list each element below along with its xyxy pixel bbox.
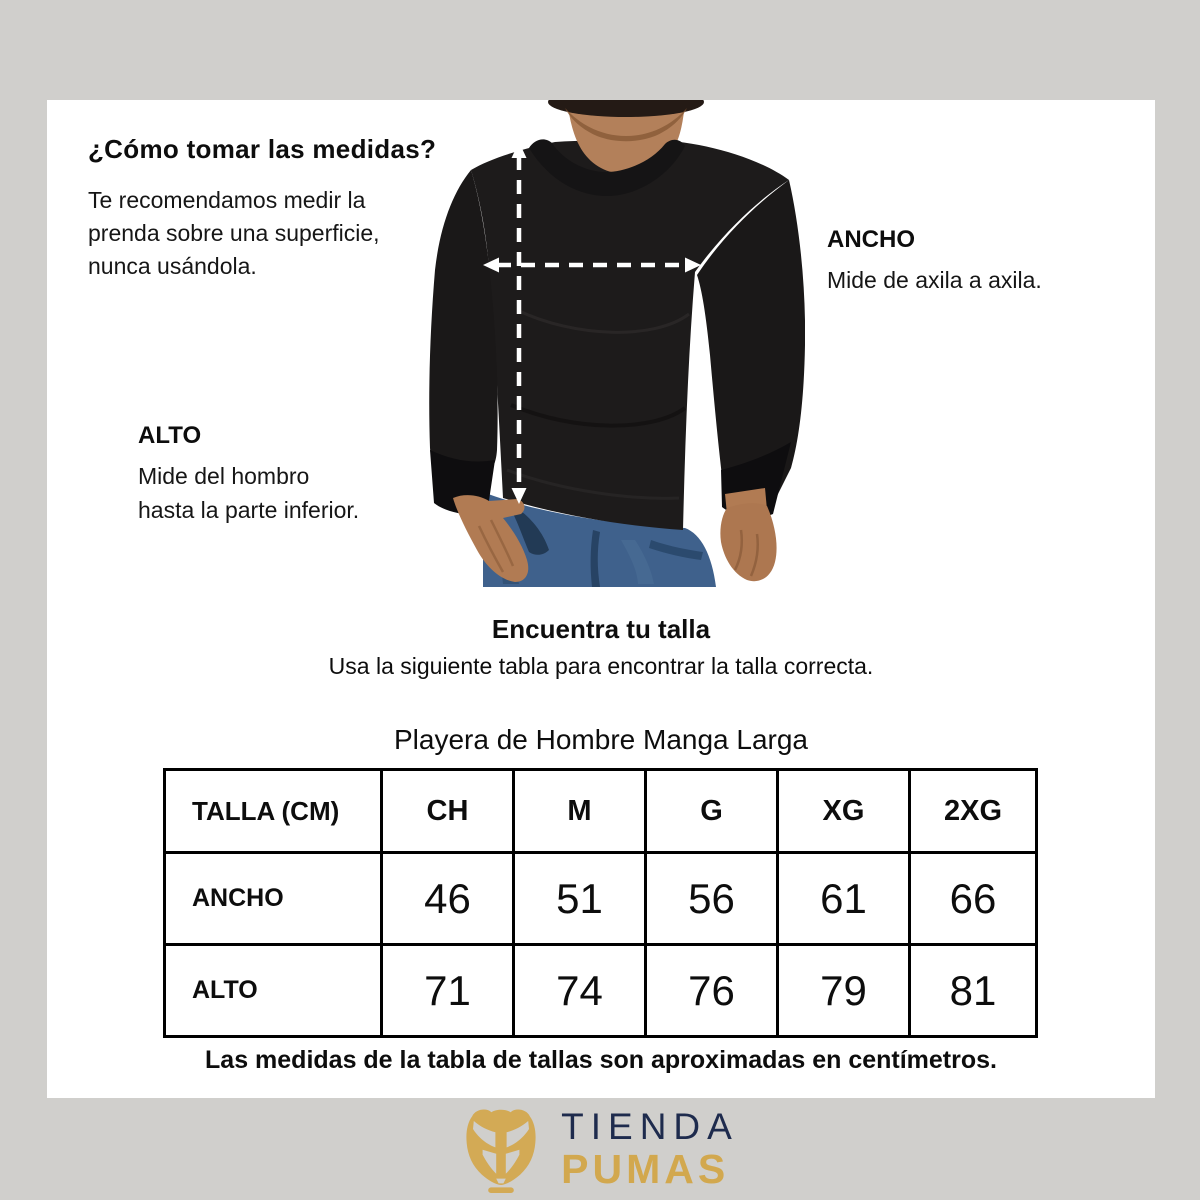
size-value-cell: 56	[646, 853, 778, 945]
measurements-note: Las medidas de la tabla de tallas son aproximadas en centímetros.	[205, 1046, 997, 1074]
size-value-cell: 71	[382, 945, 514, 1037]
table-header-cell: XG	[778, 770, 910, 853]
size-value-cell: 79	[778, 945, 910, 1037]
size-table-header-row	[165, 770, 1037, 853]
table-header-cell: TALLA (CM)	[165, 770, 382, 853]
brand-footer	[0, 1098, 1200, 1200]
find-size-heading: Encuentra tu talla	[491, 614, 711, 644]
pumas-logo-icon	[461, 1105, 541, 1193]
height-measure-label	[138, 422, 359, 527]
size-value-cell: 46	[382, 853, 514, 945]
how-to-measure-text	[88, 184, 380, 283]
table-header-cell: M	[514, 770, 646, 853]
size-value-cell: 76	[646, 945, 778, 1037]
table-row	[165, 945, 1037, 1037]
how-to-measure-heading: ¿Cómo tomar las medidas?	[88, 134, 437, 164]
intro-line: prenda sobre una superficie,	[88, 220, 380, 246]
row-label-cell: ALTO	[165, 945, 382, 1037]
size-guide-card	[47, 100, 1155, 1098]
intro-line: Te recomendamos medir la	[88, 187, 366, 213]
brand-wordmark	[561, 1105, 739, 1193]
size-value-cell: 81	[910, 945, 1037, 1037]
width-measure-label	[827, 226, 1042, 297]
table-header-cell: G	[646, 770, 778, 853]
width-label-title: ANCHO	[827, 226, 915, 253]
table-header-cell: 2XG	[910, 770, 1037, 853]
height-label-description: Mide del hombro hasta la parte inferior.	[138, 463, 360, 523]
size-value-cell: 66	[910, 853, 1037, 945]
size-value-cell: 74	[514, 945, 646, 1037]
width-label-description: Mide de axila a axila.	[827, 267, 1042, 293]
size-table-title: Playera de Hombre Manga Larga	[393, 724, 808, 755]
size-table	[163, 768, 1038, 1038]
table-header-cell: CH	[382, 770, 514, 853]
shirt	[429, 140, 805, 530]
find-size-subheading: Usa la siguiente tabla para encontrar la talla correcta.	[328, 653, 874, 679]
height-label-title: ALTO	[138, 422, 202, 449]
row-label-cell: ANCHO	[165, 853, 382, 945]
intro-line: nunca usándola.	[88, 253, 257, 279]
size-value-cell: 61	[778, 853, 910, 945]
model-photo	[425, 100, 805, 587]
brand-name-top: TIENDA	[561, 1105, 739, 1147]
size-value-cell: 51	[514, 853, 646, 945]
brand-name-bottom: PUMAS	[561, 1146, 730, 1193]
table-row	[165, 853, 1037, 945]
